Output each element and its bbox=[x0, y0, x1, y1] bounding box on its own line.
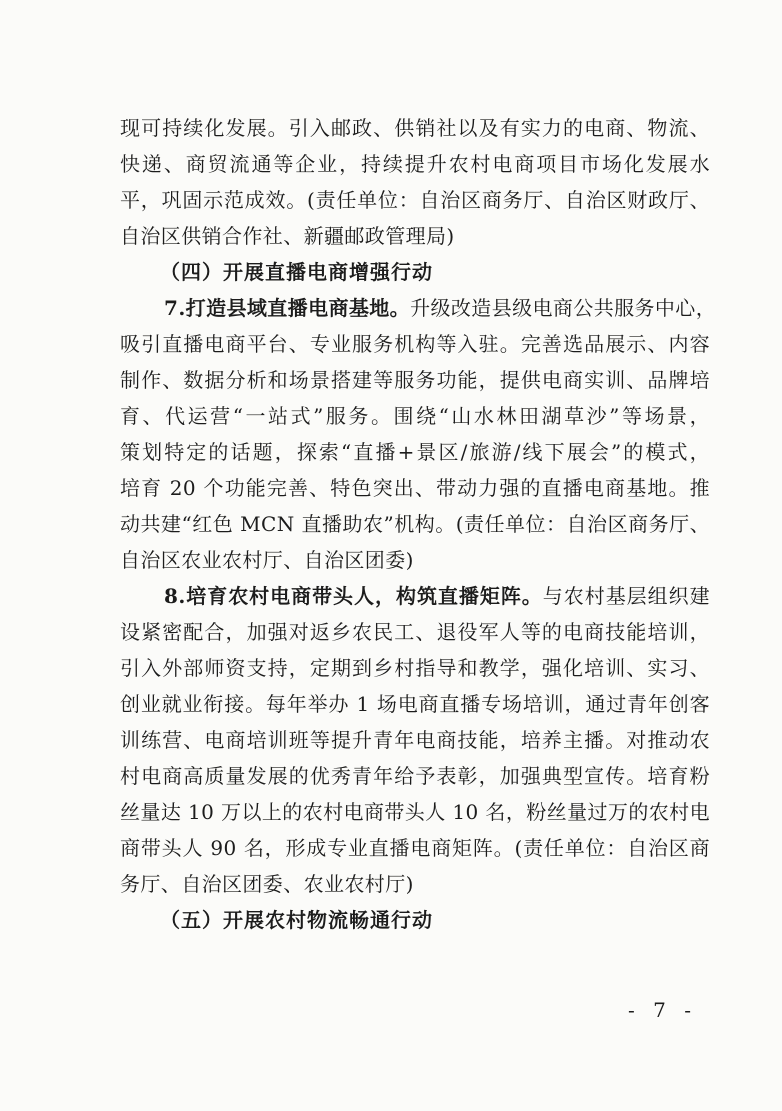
section-4-heading: （四）开展直播电商增强行动 bbox=[160, 260, 433, 284]
item-7-line-5: 策划特定的话题，探索“直播+景区/旅游/线下展会”的模式， bbox=[120, 440, 710, 464]
item-7-first-line bbox=[120, 290, 717, 326]
item-7-line-3: 制作、数据分析和场景搭建等服务功能，提供电商实训、品牌培 bbox=[120, 368, 710, 392]
page-number: - 7 - bbox=[628, 998, 697, 1022]
item-8-line-8: 商带头人 90 名，形成专业直播电商矩阵。(责任单位：自治区商 bbox=[120, 836, 710, 860]
item-8-line-6: 村电商高质量发展的优秀青年给予表彰，加强典型宣传。培育粉 bbox=[120, 764, 710, 788]
intro-line-3: 平，巩固示范成效。(责任单位：自治区商务厅、自治区财政厅、 bbox=[120, 188, 710, 212]
previous-page-bleed bbox=[0, 0, 782, 22]
intro-line-4: 自治区供销合作社、新疆邮政管理局) bbox=[120, 224, 455, 248]
intro-line-2: 快递、商贸流通等企业，持续提升农村电商项目市场化发展水 bbox=[120, 152, 710, 176]
item-8-paragraph bbox=[120, 578, 710, 902]
item-8-title: 8.培育农村电商带头人，构筑直播矩阵。 bbox=[164, 584, 543, 608]
document-body bbox=[120, 110, 717, 938]
item-8-line-2: 设紧密配合，加强对返乡农民工、退役军人等的电商技能培训， bbox=[120, 620, 710, 644]
intro-line-1: 现可持续化发展。引入邮政、供销社以及有实力的电商、物流、 bbox=[120, 116, 710, 140]
item-7-line-7: 动共建“红色 MCN 直播助农”机构。(责任单位：自治区商务厅、 bbox=[120, 512, 710, 536]
item-7-line-8: 自治区农业农村厅、自治区团委) bbox=[120, 548, 414, 572]
item-7-title: 7.打造县域直播电商基地。 bbox=[164, 296, 411, 320]
item-7-first-line-text: 升级改造县级电商公共服务中心， bbox=[410, 296, 717, 320]
item-8-line-4: 创业就业衔接。每年举办 1 场电商直播专场培训，通过青年创客 bbox=[120, 692, 710, 716]
item-8-first-line-text: 与农村基层组织建 bbox=[542, 584, 711, 608]
item-8-line-9: 务厅、自治区团委、农业农村厅) bbox=[120, 872, 414, 896]
item-8-line-5: 训练营、电商培训班等提升青年电商技能，培养主播。对推动农 bbox=[120, 728, 710, 752]
section-5-heading: （五）开展农村物流畅通行动 bbox=[160, 908, 433, 932]
item-7-line-2: 吸引直播电商平台、专业服务机构等入驻。完善选品展示、内容 bbox=[120, 332, 710, 356]
item-8-line-3: 引入外部师资支持，定期到乡村指导和教学，强化培训、实习、 bbox=[120, 656, 710, 680]
item-7-line-6: 培育 20 个功能完善、特色突出、带动力强的直播电商基地。推 bbox=[120, 476, 710, 500]
intro-paragraph bbox=[120, 110, 710, 254]
item-8-first-line bbox=[120, 578, 710, 614]
item-7-paragraph bbox=[120, 290, 717, 578]
item-7-line-4: 育、代运营“一站式”服务。围绕“山水林田湖草沙”等场景， bbox=[120, 404, 710, 428]
item-8-line-7: 丝量达 10 万以上的农村电商带头人 10 名，粉丝量过万的农村电 bbox=[120, 800, 710, 824]
